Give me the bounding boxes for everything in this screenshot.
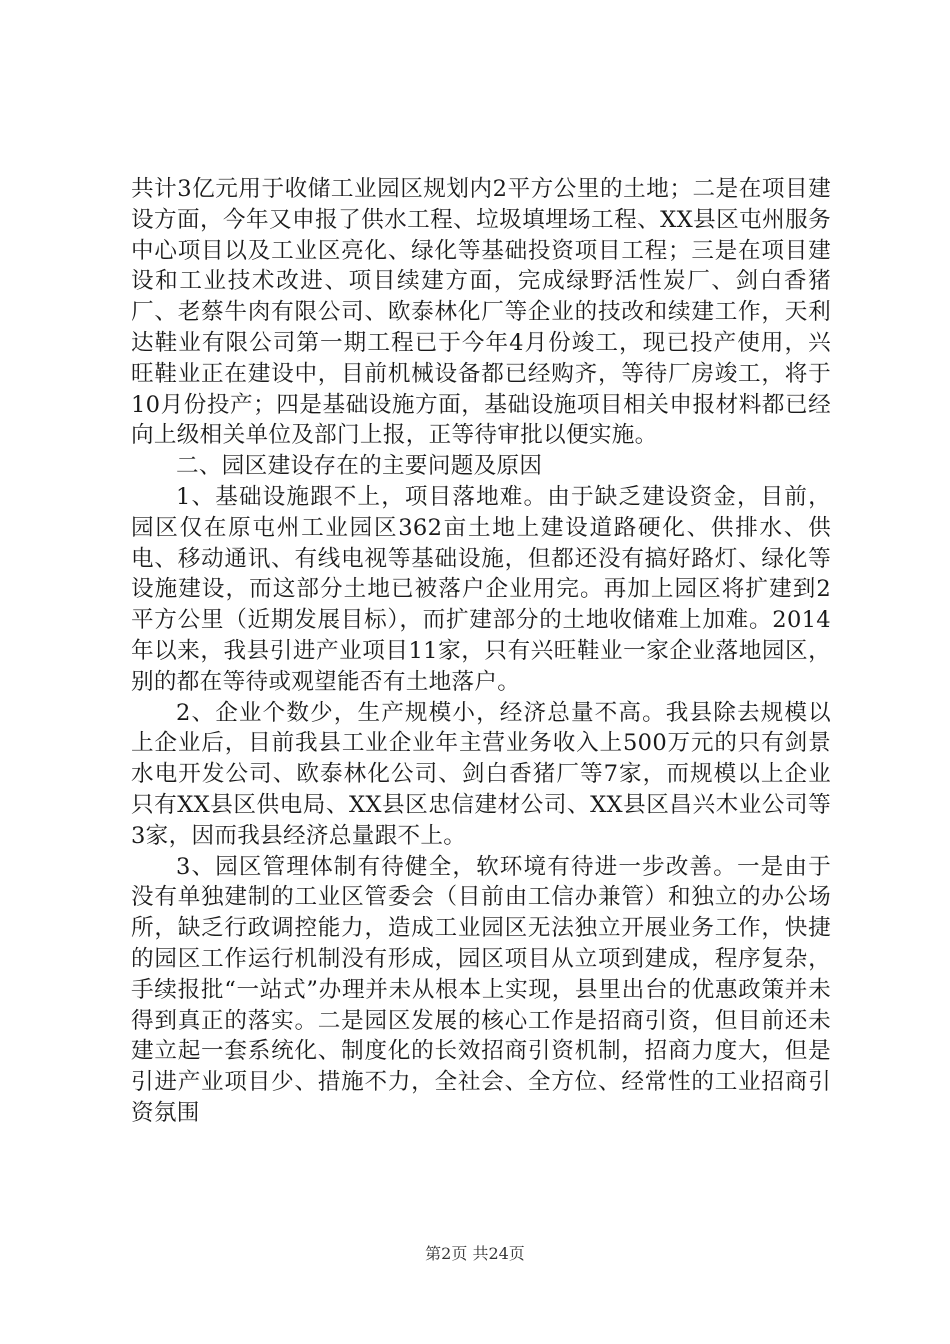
paragraph-issue-1: 1、基础设施跟不上，项目落地难。由于缺乏建设资金，目前，园区仅在原屯州工业园区362亩土地上建设道路硬化、供排水、供电、移动通讯、有线电视等基础设施，但都还没有搞好路灯、绿化等设施建设，而这部分土地已被落户企业用完。再加上园区将扩建到2平方公里（近期发展目标），而扩建部分的土地收储难上加难。2014年以来，我县引进产业项目11家，只有兴旺鞋业一家企业落地园区，别的都在等待或观望能否有土地落户。 (131, 483, 831, 695)
section-heading: 二、园区建设存在的主要问题及原因 (176, 453, 543, 480)
paragraph-issue-2: 2、企业个数少，生产规模小，经济总量不高。我县除去规模以上企业后，目前我县工业企业年主营业务收入上500万元的只有剑景水电开发公司、欧泰林化公司、剑白香猪厂等7家，而规模以上企业只有XX县区供电局、XX县区忠信建材公司、XX县区昌兴木业公司等3家，因而我县经济总量跟不上。 (131, 699, 831, 849)
page-number-footer: 第2页 共24页 (425, 1244, 525, 1263)
paragraph-continuation: 共计3亿元用于收储工业园区规划内2平方公里的土地；二是在项目建设方面，今年又申报了供水工程、垃圾填埋场工程、XX县区屯州服务中心项目以及工业区亮化、绿化等基础投资项目工程；三是在项目建设和工业技术改进、项目续建方面，完成绿野活性炭厂、剑白香猪厂、老蔡牛肉有限公司、欧泰林化厂等企业的技改和续建工作，天利达鞋业有限公司第一期工程已于今年4月份竣工，现已投产使用，兴旺鞋业正在建设中，目前机械设备都已经购齐，等待厂房竣工，将于10月份投产；四是基础设施方面，基础设施项目相关申报材料都已经向上级相关单位及部门上报，正等待审批以便实施。 (131, 176, 832, 449)
paragraph-issue-3: 3、园区管理体制有待健全，软环境有待进一步改善。一是由于没有单独建制的工业区管委会（目前由工信办兼管）和独立的办公场所，缺乏行政调控能力，造成工业园区无法独立开展业务工作，快捷的园区工作运行机制没有形成，园区项目从立项到建成，程序复杂，手续报批“一站式”办理并未从根本上实现，县里出台的优惠政策并未得到真正的落实。二是园区发展的核心工作是招商引资，但目前还未建立起一套系统化、制度化的长效招商引资机制，招商力度大，但是引进产业项目少、措施不力，全社会、全方位、经常性的工业招商引资氛围 (131, 853, 831, 1126)
document-body (131, 174, 831, 1129)
